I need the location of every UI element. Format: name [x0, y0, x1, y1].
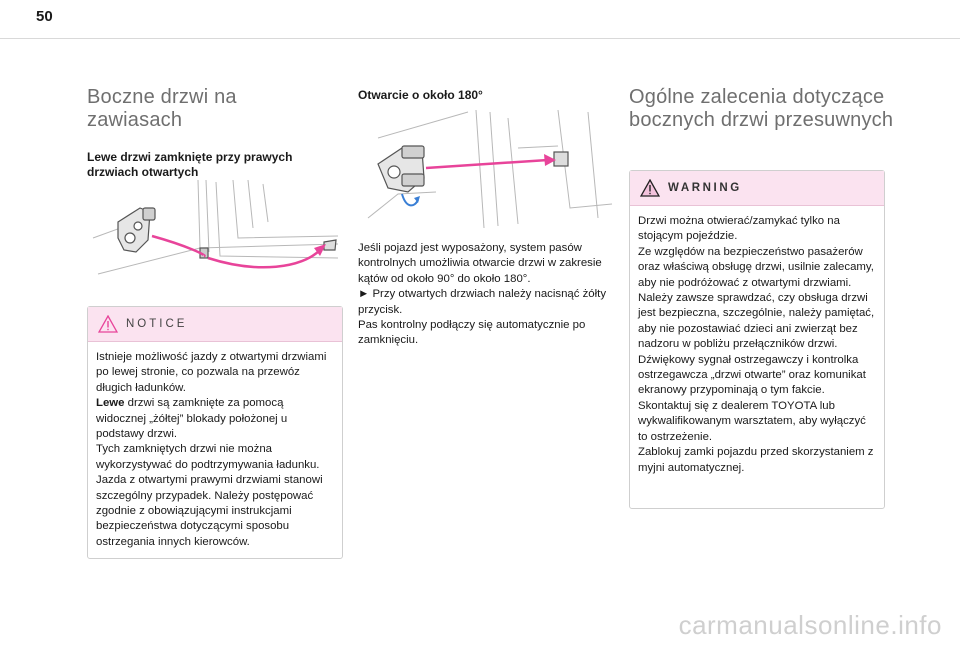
subhead-left-door-closed: Lewe drzwi zamknięte przy prawych drzwiach otwartych	[87, 150, 293, 179]
text-180-opening: Jeśli pojazd jest wyposażony, system pasów kontrolnych umożliwia otwarcie drzwi w zakresie kątów od około 90° do około 180°. ► Przy otwartych drzwiach należy nacisnąć żółty przycisk. Pas kontrolny podłączy się automatycznie po zamknięciu.	[358, 242, 607, 347]
watermark: carmanualsonline.info	[678, 610, 942, 640]
notice-line-1: Istnieje możliwość jazdy z otwartymi drzwiami po lewej stronie, co pozwala na przewóz długich ładunków.	[96, 351, 327, 394]
warning-triangle-icon	[640, 179, 660, 197]
notice-text	[88, 342, 342, 550]
subhead-180-opening: Otwarcie o około 180°	[358, 88, 483, 102]
section-title-sliding-doors: Ogólne zalecenia dotyczące bocznych drzwi przesuwnych	[629, 86, 894, 131]
illustration-door-stop	[358, 108, 614, 234]
notice-label: NOTICE	[126, 318, 188, 330]
warning-triangle-icon	[98, 315, 118, 333]
column-hinged-doors	[87, 86, 343, 180]
page-number: 50	[36, 8, 53, 25]
notice-line-4: Jazda z otwartymi prawymi drzwiami stanowi szczególny przypadek. Należy postępować zgodnie z obowiązującymi instrukcjami bezpieczeństwa dotyczącymi sposobu ostrzegania innych kierowców.	[96, 474, 323, 548]
warning-box	[629, 170, 885, 509]
illustration-door-lock	[88, 178, 342, 276]
notice-header	[88, 307, 342, 342]
notice-line-2: drzwi są zamknięte za pomocą widocznej „żółtej” blokady położonej u podstawy drzwi.	[96, 397, 288, 441]
column-180-opening	[358, 86, 614, 103]
notice-box	[87, 306, 343, 559]
column-sliding-doors	[629, 86, 894, 132]
header-divider	[0, 38, 960, 39]
notice-bold-word: Lewe	[96, 397, 125, 410]
warning-label: WARNING	[668, 182, 742, 194]
section-title-hinged-doors: Boczne drzwi na zawiasach	[87, 86, 237, 131]
notice-line-3: Tych zamkniętych drzwi nie można wykorzystywać do podtrzymywania ładunku.	[96, 443, 320, 471]
warning-text: Drzwi można otwierać/zamykać tylko na stojącym pojeździe. Ze względów na bezpieczeństwo pasażerów oraz właściwą obsługę drzwi, usilnie zalecamy, aby nie podróżować z otwartymi drzwiami. Należy zawsze sprawdzać, czy obsługa drzwi jest bezpieczna, szczególnie, należy pamiętać, aby nie pozostawiać dzieci ani zwierząt bez nadzoru w pobliżu przełączników drzwi. Dźwiękowy sygnał ostrzegawczy i kontrolka ostrzegawcza „drzwi otwarte” oraz komunikat ekranowy przypominają o tym fakcie. Skontaktuj się z dealerem TOYOTA lub wykwalifikowanym warsztatem, aby wyłączyć to ostrzeżenie. Zablokuj zamki pojazdu przed skorzystaniem z myjni automatycznej.	[638, 215, 875, 474]
warning-header	[630, 171, 884, 206]
